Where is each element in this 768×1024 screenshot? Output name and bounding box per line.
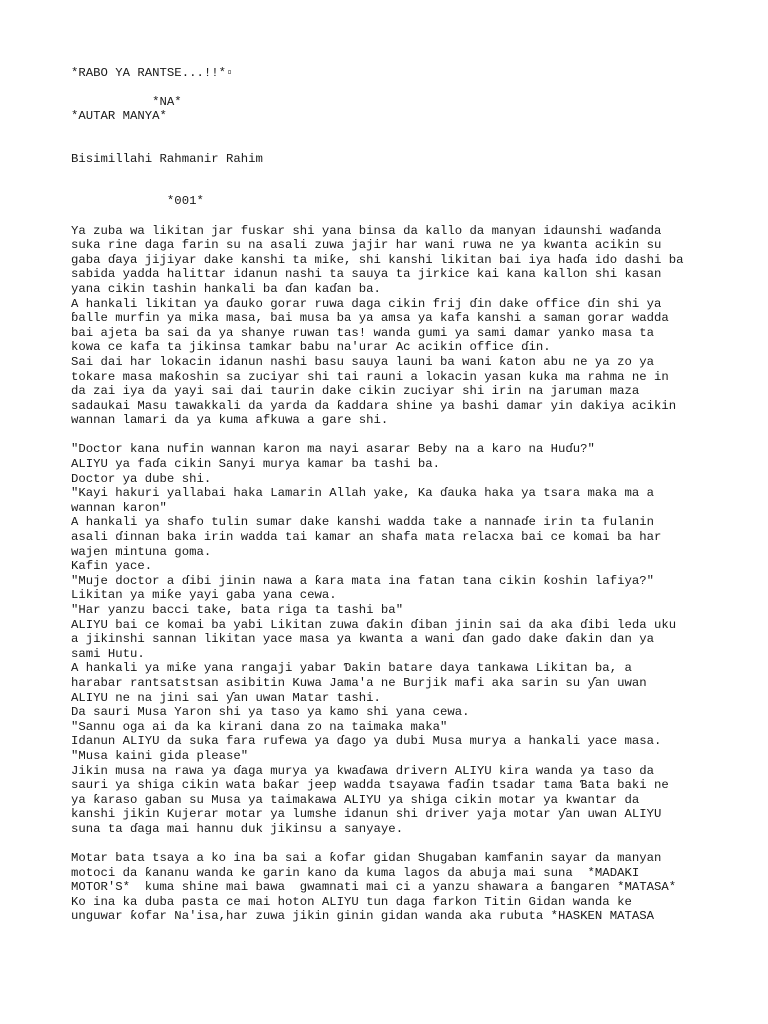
- document-page: [71, 66, 711, 924]
- text-line: suna ta ɗaga mai hannu duk jikinsu a sanyaye.: [71, 821, 404, 836]
- body-text: [71, 224, 711, 925]
- text-line: Idanun ALIYU da suka fara rufewa ya ɗago ya dubi Musa murya a hankali yace masa.: [71, 734, 662, 749]
- chapter-number: *001*: [71, 194, 204, 209]
- text-line: motoci da ƙananu wanda ke garin kano da kuma lagos da abuja mai suna *MADAKI: [71, 865, 640, 880]
- text-line: suka rine daga farin su na asali zuwa jajir har wani ruwa ne ya kwanta acikin su: [71, 238, 662, 253]
- text-line: A hankali ya miƙe yana rangaji yabar Ɗakin batare daya tankawa Likitan ba, a: [71, 661, 632, 676]
- text-line: a jikinshi sannan likitan yace masa ya kwanta a wani ɗan gado dake ɗakin dan ya: [71, 632, 654, 647]
- story-title: *RABO YA RANTSE...!!*▫: [71, 66, 234, 80]
- text-line: MOTOR'S* kuma shine mai bawa gwamnati mai ci a yanzu shawara a ɓangaren *MATASA*: [71, 880, 677, 895]
- text-line: harabar rantsatstsan asibitin Kuwa Jama'a ne Burjik mafi aka sarin su ƴan uwan: [71, 675, 647, 690]
- text-line: "Sannu oga ai da ka kirani dana zo na taimaka maka": [71, 719, 448, 734]
- text-line: Jikin musa na rawa ya ɗaga murya ya kwaɗawa drivern ALIYU kira wanda ya taso da: [71, 763, 654, 778]
- author-name: *AUTAR MANYA*: [71, 109, 167, 124]
- text-line: kowa ce kafa ta jikinsa tamkar babu na'urar Ac acikin office ɗin.: [71, 340, 551, 355]
- text-line: ALIYU ya faɗa cikin Sanyi murya kamar ba tashi ba.: [71, 457, 440, 472]
- text-line: "Har yanzu bacci take, bata riga ta tashi ba": [71, 603, 404, 617]
- text-line: sami Hutu.: [71, 646, 145, 661]
- text-line: asali ɗinnan baka irin wadda tai kamar an shafa mata relacxa bai ce komai ba har: [71, 530, 662, 545]
- text-line: sauri ya shiga cikin wata baƙar jeep wadda tsayawa faɗin tsadar tama Ɓata baki ne: [71, 778, 669, 793]
- paragraph: [71, 224, 711, 428]
- text-line: Motar bata tsaya a ko ina ba sai a ƙofar gidan Shugaban kamfanin sayar da manyan: [71, 851, 662, 866]
- text-line: A hankali ya shafo tulin sumar dake kanshi wadda take a nannaɗe irin ta fulanin: [71, 515, 654, 530]
- text-line: Sai dai har lokacin idanun nashi basu sauya launi ba wani ƙaton abu ne ya zo ya: [71, 354, 654, 369]
- text-line: ALIYU ne na jini sai ƴan uwan Matar tashi.: [71, 690, 381, 705]
- text-line: da zai iya da yayi sai dai taurin dake cikin zuciyar shi irin na jaruman maza: [71, 384, 640, 399]
- text-line: "Musa kaini gida please": [71, 748, 249, 763]
- text-line: Da sauri Musa Yaron shi ya taso ya kamo shi yana cewa.: [71, 705, 470, 720]
- paragraph: [71, 851, 711, 924]
- text-line: ya ƙaraso gaban su Musa ya taimakawa ALIYU ya shiga cikin motar ya kwantar da: [71, 792, 640, 807]
- text-line: "Kayi hakuri yallabai haka Lamarin Allah yake, Ka ɗauka haka ya tsara maka ma a: [71, 486, 654, 501]
- text-line: ALIYU bai ce komai ba yabi Likitan zuwa ɗakin ɗiban jinin sai da aka ɗibi leda uku: [71, 617, 677, 632]
- text-line: gaba ɗaya jijiyar dake kanshi ta miƙe, shi kanshi likitan bai iya haɗa ido dashi ba: [71, 252, 684, 267]
- text-line: unguwar ƙofar Na'isa,har zuwa jikin ginin gidan wanda aka rubuta *HASKEN MATASA: [71, 909, 654, 924]
- text-line: wannan lamari da ya kuma afkuwa a gare shi.: [71, 413, 389, 428]
- basmala: Bisimillahi Rahmanir Rahim: [71, 151, 263, 166]
- text-line: "Muje doctor a ɗibi jinin nawa a ƙara mata ina fatan tana cikin ƙoshin lafiya?": [71, 573, 654, 588]
- by-label: *NA*: [71, 94, 182, 109]
- text-line: bai ajeta ba sai da ya shanye ruwan tas! wanda gumi ya sami damar yanko masa ta: [71, 325, 654, 340]
- text-line: wannan karon": [71, 500, 167, 515]
- text-line: sadaukai Masu tawakkali da yarda da ƙaddara shine ya bashi damar yin dakiya acikin: [71, 398, 677, 413]
- text-line: kanshi jikin Kujerar motar ya lumshe idanun shi driver yaja motar ƴan uwan ALIYU: [71, 807, 662, 822]
- text-line: ɓalle murfin ya mika masa, bai musa ba ya amsa ya kafa kanshi a saman gorar wadda: [71, 311, 669, 326]
- text-line: Doctor ya dube shi.: [71, 471, 212, 486]
- text-line: Ko ina ka duba pasta ce mai hoton ALIYU tun daga farkon Titin Gidan wanda ke: [71, 894, 632, 909]
- paragraph: [71, 442, 711, 836]
- text-line: Ya zuba wa likitan jar fuskar shi yana binsa da kallo da manyan idaunshi waɗanda: [71, 223, 662, 238]
- text-line: A hankali likitan ya ɗauko gorar ruwa daga cikin frij ɗin dake office ɗin shi ya: [71, 296, 662, 311]
- text-line: tokare masa maƙoshin sa zuciyar shi tai rauni a lokacin yasan kuka ma rahma ne in: [71, 369, 669, 384]
- text-line: wajen mintuna goma.: [71, 544, 212, 559]
- text-line: Kafin yace.: [71, 559, 153, 574]
- text-line: "Doctor kana nufin wannan karon ma nayi asarar Beby na a karo na Huɗu?": [71, 442, 595, 457]
- text-line: yana cikin tashin hankali ba ɗan kaɗan ba.: [71, 281, 381, 296]
- text-line: Likitan ya miƙe yayi gaba yana cewa.: [71, 588, 337, 603]
- text-line: sabida yadda halittar idanun nashi ta sauya ta jirkice kai kana kallon shi kasan: [71, 267, 662, 282]
